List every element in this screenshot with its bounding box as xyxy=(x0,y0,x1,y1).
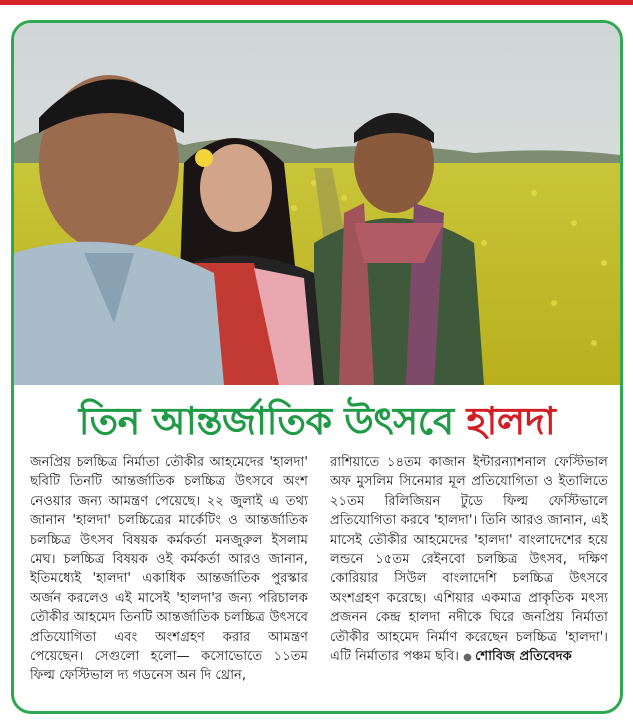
headline-text: তিন আন্তর্জাতিক উৎসবে xyxy=(78,399,454,443)
article-column-1 xyxy=(30,453,308,708)
column-2-text: রাশিয়াতে ১৪তম কাজান ইন্টারন্যাশনাল ফেস্টিভাল অফ মুসলিম সিনেমার মূল প্রতিযোগিতা ও ইতালিতে ২১তম রিলিজিয়ন টুডে ফিল্ম ফেস্টিভালে প্রতিযোগিতা করবে 'হালদা'। তিনি আরও জানান, এই মাসেই তৌকীর আহমেদের 'হালদা' বাংলাদেশের হয়ে লন্ডনে ১৫তম রেইনবো চলচ্চিত্র উৎসব, দক্ষিণ কোরিয়ার সিউল বাংলাদেশি চলচ্চিত্র উৎসবে অংশগ্রহণ করেছে। এশিয়ার একমাত্র প্রাকৃতিক মৎস্য প্রজনন কেন্দ্র হালদা নদীকে ঘিরে জনপ্রিয় নির্মাতা তৌকীর আহমেদ নির্মাণ করেছেন চলচ্চিত্র 'হালদা'। এটি নির্মাতার পঞ্চম ছবি। xyxy=(330,455,608,665)
headline xyxy=(14,393,620,449)
column-1-text: জনপ্রিয় চলচ্চিত্র নির্মাতা তৌকীর আহমেদের 'হালদা' ছবিটি তিনটি আন্তর্জাতিক চলচ্চিত্র উৎসবে অংশ নেওয়ার জন্য আমন্ত্রণ পেয়েছে। ২২ জুলাই এ তথ্য জানান 'হালদা' চলচ্চিত্রের মার্কেটিং ও আন্তর্জাতিক চলচ্চিত্র উৎসব বিষয়ক কর্মকর্তা মনজুরুল ইসলাম মেঘ। চলচ্চিত্র বিষয়ক ওই কর্মকর্তা আরও জানান, ইতিমধ্যেই 'হালদা' একাধিক আন্তর্জাতিক পুরস্কার অর্জন করলেও এই মাসেই 'হালদা'র জন্য পরিচালক তৌকীর আহমেদ তিনটি আন্তর্জাতিক চলচ্চিত্র উৎসবে প্রতিযোগিতা এবং অংশগ্রহণ করার আমন্ত্রণ পেয়েছেন। সেগুলো হলো— কসোভোতে ১১তম ফিল্ম ফেস্টিভাল দ্য গডনেস অন দি থ্রোন, xyxy=(30,455,308,684)
article-photo xyxy=(14,23,620,385)
byline: শোবিজ প্রতিবেদক xyxy=(475,649,572,665)
headline-highlight: হালদা xyxy=(466,399,556,443)
bullet-icon: ● xyxy=(463,652,476,664)
article-frame xyxy=(11,20,623,714)
article-column-2 xyxy=(330,453,608,708)
article-body xyxy=(30,453,608,708)
top-accent-line xyxy=(0,0,633,5)
